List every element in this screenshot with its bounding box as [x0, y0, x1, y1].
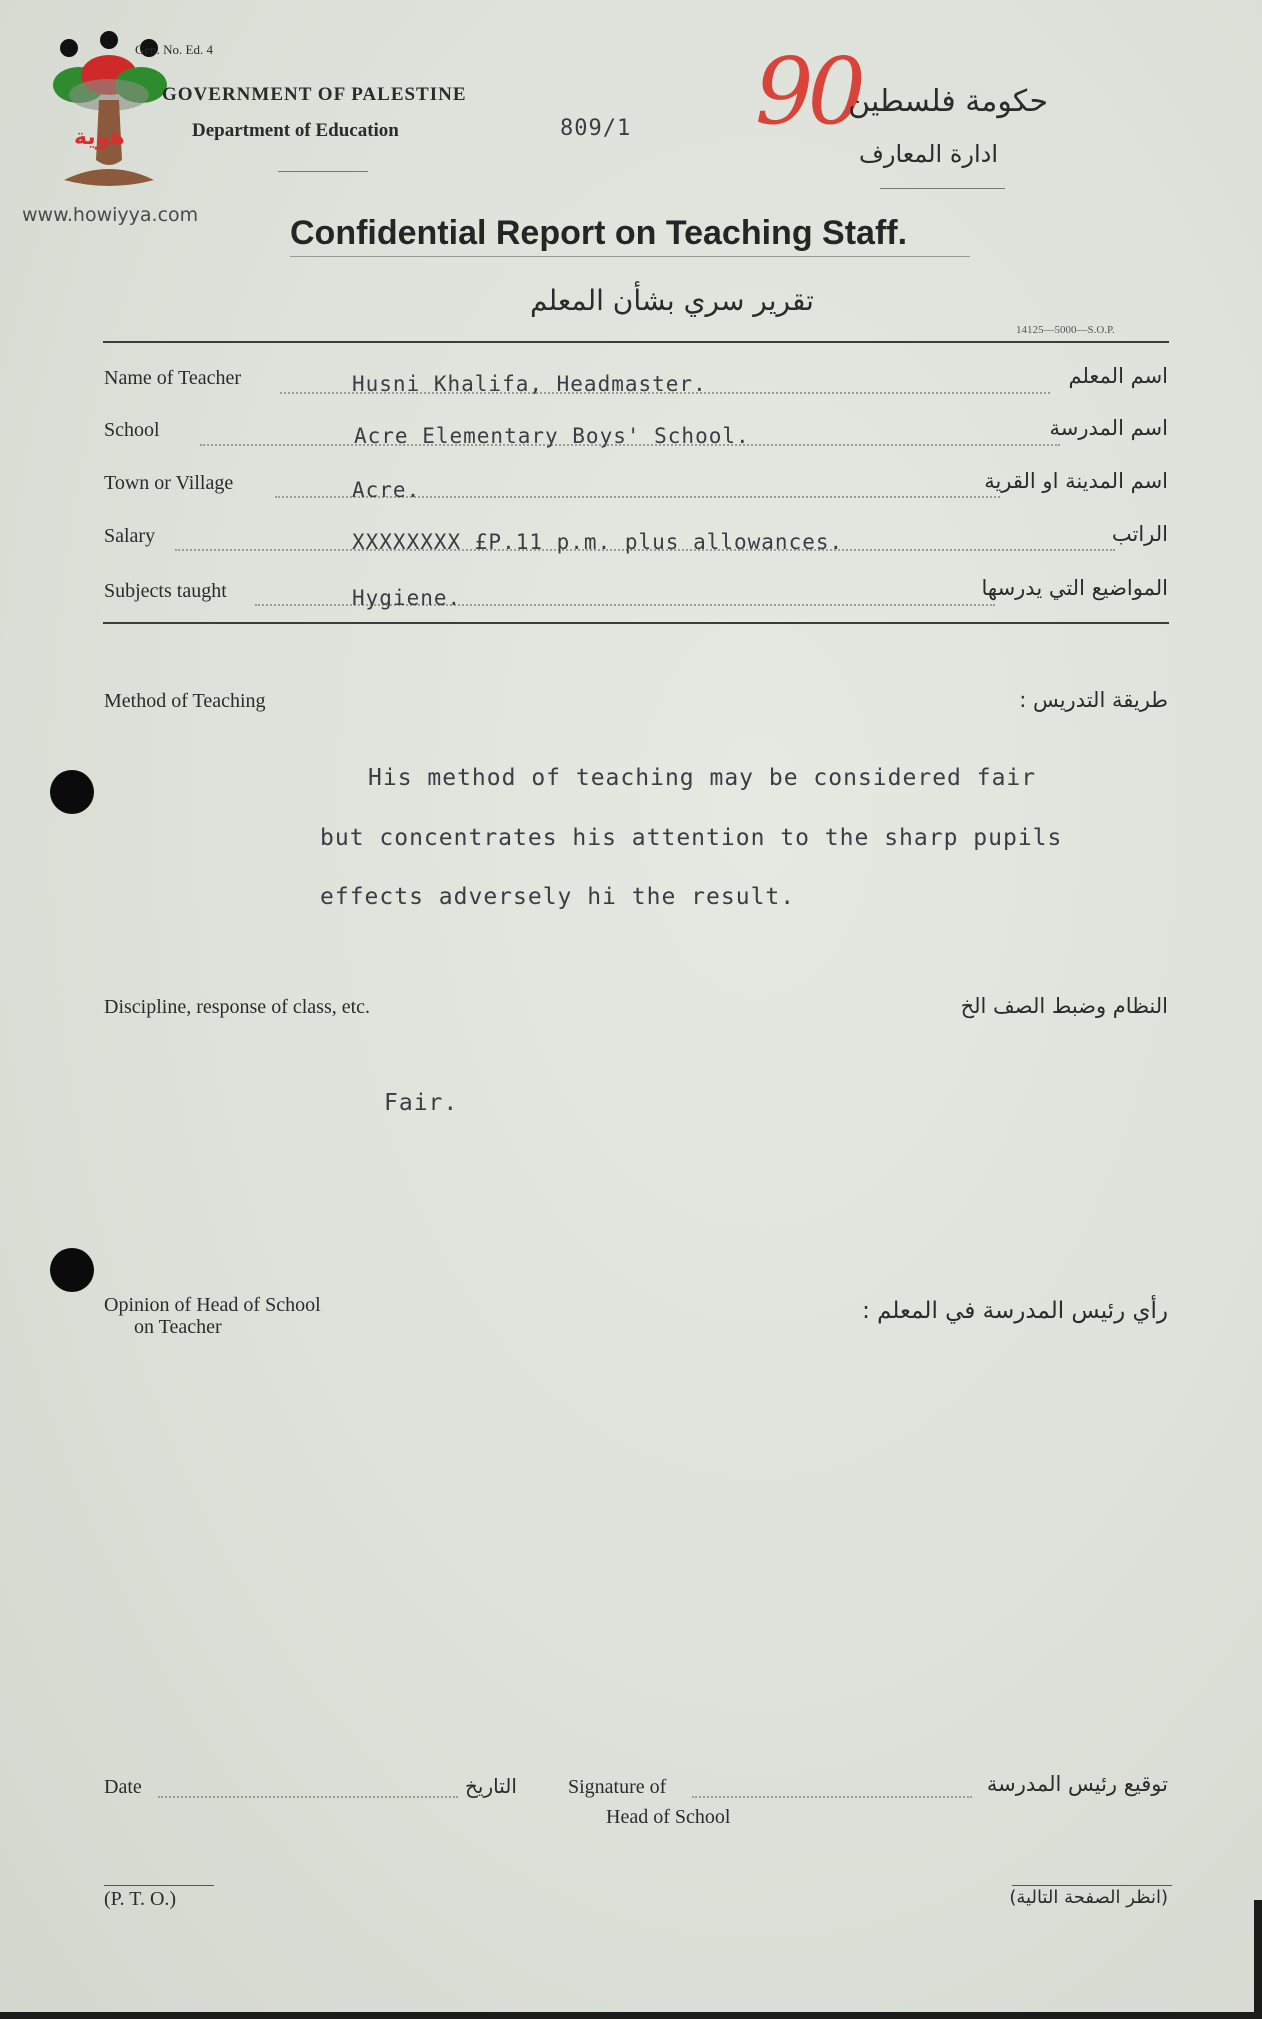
- method-label-ar: طريقة التدريس :: [1019, 688, 1168, 712]
- field-value: Acre Elementary Boys' School.: [354, 424, 750, 448]
- title-underline: [290, 256, 970, 257]
- opinion-label-en-2: on Teacher: [134, 1316, 222, 1338]
- field-value: Acre.: [352, 478, 421, 502]
- punch-hole: [50, 770, 94, 814]
- signature-label-en-2: Head of School: [606, 1806, 731, 1828]
- punch-hole: [50, 1248, 94, 1292]
- government-title-en: GOVERNMENT OF PALESTINE: [162, 84, 467, 105]
- government-title-ar: حكومة فلسطين: [848, 84, 1048, 119]
- field-label-ar: اسم المدرسة: [1049, 416, 1168, 440]
- form-number: Gen. No. Ed. 4: [135, 42, 213, 57]
- printer-code: 14125—5000—S.O.P.: [1016, 324, 1115, 336]
- report-title-ar: تقرير سري بشأن المعلم: [530, 284, 814, 317]
- method-text-line: but concentrates his attention to the sharp pupils: [320, 825, 1063, 851]
- field-label-en: Subjects taught: [104, 580, 227, 602]
- fields-top-rule: [103, 341, 1169, 343]
- header-rule-left: [278, 171, 368, 172]
- opinion-label-en: Opinion of Head of School: [104, 1294, 321, 1316]
- signature-label-ar: توقيع رئيس المدرسة: [986, 1772, 1168, 1796]
- discipline-label-en: Discipline, response of class, etc.: [104, 996, 371, 1018]
- fields-bottom-rule: [103, 622, 1169, 624]
- page-number-handwritten: 90: [755, 38, 861, 145]
- discipline-value: Fair.: [384, 1090, 459, 1116]
- discipline-label-ar: النظام وضبط الصف الخ: [960, 994, 1168, 1018]
- footer-rule-right: [1012, 1885, 1172, 1886]
- field-label-ar: الراتب: [1111, 522, 1168, 546]
- department-title-en: Department of Education: [192, 120, 399, 141]
- header-rule-right: [880, 188, 1005, 189]
- signature-dotted-line: [692, 1796, 972, 1798]
- signature-label-en: Signature of: [568, 1776, 667, 1798]
- scan-edge-right: [1254, 1900, 1262, 2019]
- opinion-label-ar: رأي رئيس المدرسة في المعلم :: [862, 1298, 1168, 1324]
- method-text-line: effects adversely hi the result.: [320, 884, 796, 910]
- method-label-en: Method of Teaching: [104, 690, 266, 712]
- field-label-ar: اسم المدينة او القرية: [984, 469, 1168, 493]
- scan-edge-bottom: [0, 2012, 1262, 2019]
- field-value: Hygiene.: [352, 586, 462, 610]
- field-label-ar: اسم المعلم: [1068, 364, 1168, 388]
- field-label-en: Name of Teacher: [104, 367, 242, 389]
- date-label-en: Date: [104, 1776, 142, 1798]
- file-reference: 809/1: [560, 116, 632, 141]
- footer-rule-left: [104, 1885, 214, 1886]
- report-title-en: Confidential Report on Teaching Staff.: [290, 214, 908, 252]
- field-value: XXXXXXXX £P.11 p.m. plus allowances.: [352, 530, 844, 554]
- field-label-en: Salary: [104, 525, 156, 547]
- watermark-url: www.howiyya.com: [22, 204, 199, 226]
- pto-ar: (انظر الصفحة التالية): [1009, 1887, 1168, 1908]
- department-title-ar: ادارة المعارف: [858, 140, 998, 168]
- date-label-ar: التاريخ: [465, 1774, 517, 1798]
- field-label-en: School: [104, 419, 160, 441]
- field-label-en: Town or Village: [104, 472, 234, 494]
- field-label-ar: المواضيع التي يدرسها: [981, 576, 1168, 600]
- watermark-logo-text: هوية: [74, 125, 125, 150]
- method-text-line: His method of teaching may be considered fair: [368, 765, 1037, 791]
- date-dotted-line: [158, 1796, 458, 1798]
- pto-en: (P. T. O.): [104, 1888, 177, 1910]
- field-value: Husni Khalifa, Headmaster.: [352, 372, 707, 396]
